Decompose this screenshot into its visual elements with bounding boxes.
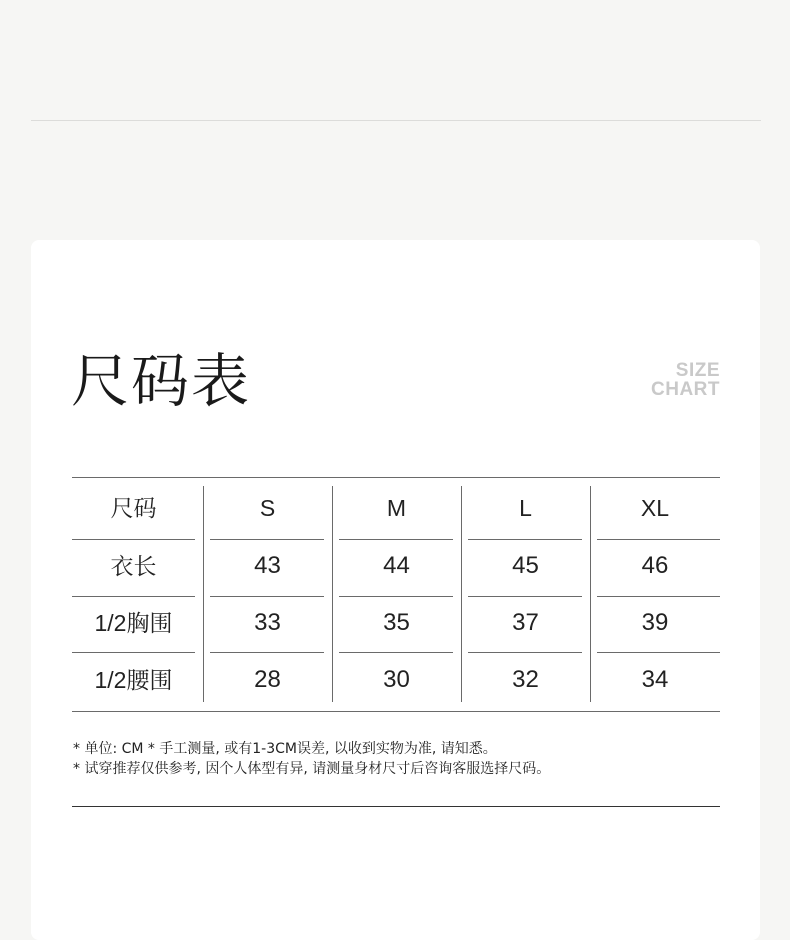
header-cell-size: 尺码: [110, 495, 157, 521]
row-divider: [339, 539, 453, 540]
row-divider: [210, 539, 324, 540]
table-cell: 39: [641, 609, 669, 636]
row-divider: [468, 652, 582, 653]
row-divider: [72, 596, 195, 597]
page-subtitle: [651, 361, 720, 399]
row-label-chest: 1/2胸围: [94, 610, 173, 636]
row-divider: [468, 539, 582, 540]
bottom-divider: [72, 806, 720, 807]
row-divider: [339, 652, 453, 653]
table-cell: 44: [383, 552, 410, 579]
table-cell: 28: [254, 666, 281, 693]
row-divider: [210, 652, 324, 653]
row-divider: [72, 652, 195, 653]
row-divider: [339, 596, 453, 597]
table-cell: 45: [512, 552, 539, 579]
size-table: [72, 477, 720, 712]
top-divider: [31, 120, 761, 121]
subtitle-line-1: SIZE: [675, 360, 720, 381]
header-cell-xl: XL: [640, 495, 670, 521]
table-cell: 34: [641, 666, 669, 693]
row-divider: [468, 596, 582, 597]
header-cell-s: S: [259, 495, 276, 521]
table-cell: 43: [254, 552, 281, 579]
table-cell: 46: [641, 552, 669, 579]
table-cell: 30: [383, 666, 410, 693]
table-cell: 32: [512, 666, 539, 693]
row-divider: [597, 539, 720, 540]
note-line: * 单位: CM * 手工测量, 或有1-3CM误差, 以收到实物为准, 请知悉。: [73, 741, 497, 757]
row-divider: [72, 539, 195, 540]
table-cell: 37: [512, 609, 539, 636]
size-chart-card: [31, 240, 760, 940]
table-cell: 35: [383, 609, 410, 636]
row-label-waist: 1/2腰围: [94, 667, 173, 693]
size-notes: [73, 739, 550, 779]
header-cell-l: L: [519, 495, 532, 521]
row-divider: [210, 596, 324, 597]
row-divider: [597, 652, 720, 653]
table-cell: 33: [254, 609, 281, 636]
subtitle-line-2: CHART: [651, 379, 720, 400]
note-line: * 试穿推荐仅供参考, 因个人体型有异, 请测量身材尺寸后咨询客服选择尺码。: [73, 761, 551, 777]
row-divider: [597, 596, 720, 597]
page-title: 尺码表: [71, 347, 252, 415]
row-label-length: 衣长: [110, 553, 157, 579]
header-cell-m: M: [386, 495, 407, 521]
